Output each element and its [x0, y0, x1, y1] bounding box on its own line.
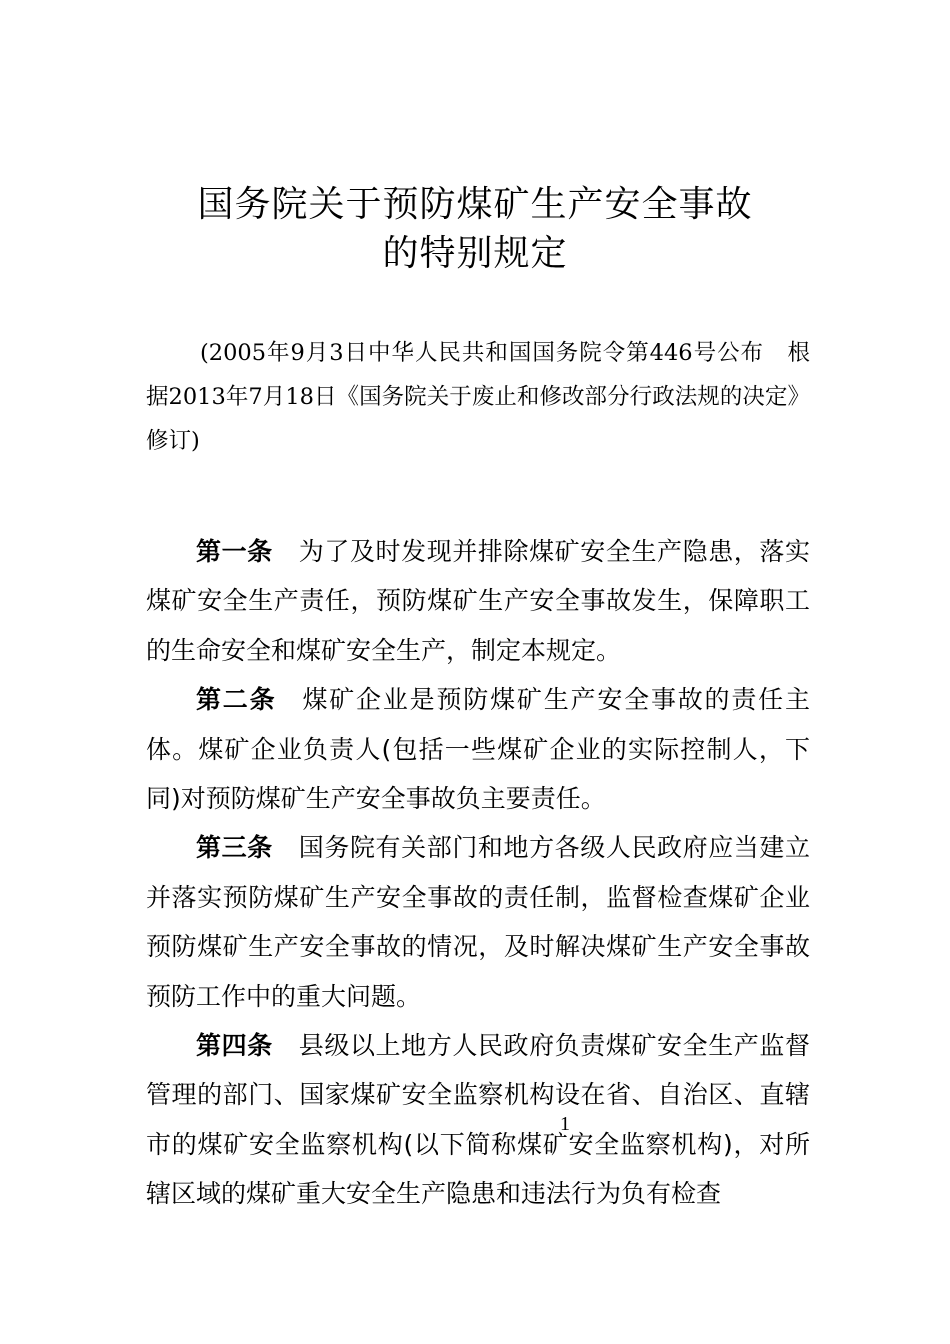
- article-4: [146, 1021, 810, 1219]
- article-2: [146, 675, 810, 823]
- article-4-label: 第四条: [196, 1031, 273, 1061]
- promulgation-note-text: (2005年9月3日中华人民共和国国务院令第446号公布 根据2013年7月18日《国务院关于废止和修改部分行政法规的决定》修订): [146, 340, 810, 454]
- article-1-label: 第一条: [196, 537, 273, 566]
- article-3-label: 第三条: [196, 833, 273, 863]
- article-4-text: 县级以上地方人民政府负责煤矿安全生产监督管理的部门、国家煤矿安全监察机构设在省、自治区、直辖市的煤矿安全监察机构(以下简称煤矿安全监察机构)，对所辖区域的煤矿重大安全生产隐患和违法行为负有检查: [146, 1031, 810, 1209]
- article-3-text: 国务院有关部门和地方各级人民政府应当建立并落实预防煤矿生产安全事故的责任制，监督检查煤矿企业预防煤矿生产安全事故的情况，及时解决煤矿生产安全事故预防工作中的重大问题。: [146, 833, 810, 1011]
- article-1-text: 为了及时发现并排除煤矿安全生产隐患，落实煤矿安全生产责任，预防煤矿生产安全事故发生，保障职工的生命安全和煤矿安全生产，制定本规定。: [146, 537, 810, 665]
- article-2-text: 煤矿企业是预防煤矿生产安全事故的责任主体。煤矿企业负责人(包括一些煤矿企业的实际控制人，下同)对预防煤矿生产安全事故负主要责任。: [146, 685, 810, 814]
- document-title-line-1: 国务院关于预防煤矿生产安全事故: [197, 184, 753, 225]
- article-2-label: 第二条: [196, 685, 277, 715]
- article-3: [146, 823, 810, 1021]
- article-1: [146, 527, 810, 675]
- document-title-line-2: 的特别规定: [382, 233, 568, 274]
- document-body: [146, 527, 810, 1219]
- promulgation-note: [146, 331, 810, 463]
- page-number: 1: [560, 1113, 570, 1135]
